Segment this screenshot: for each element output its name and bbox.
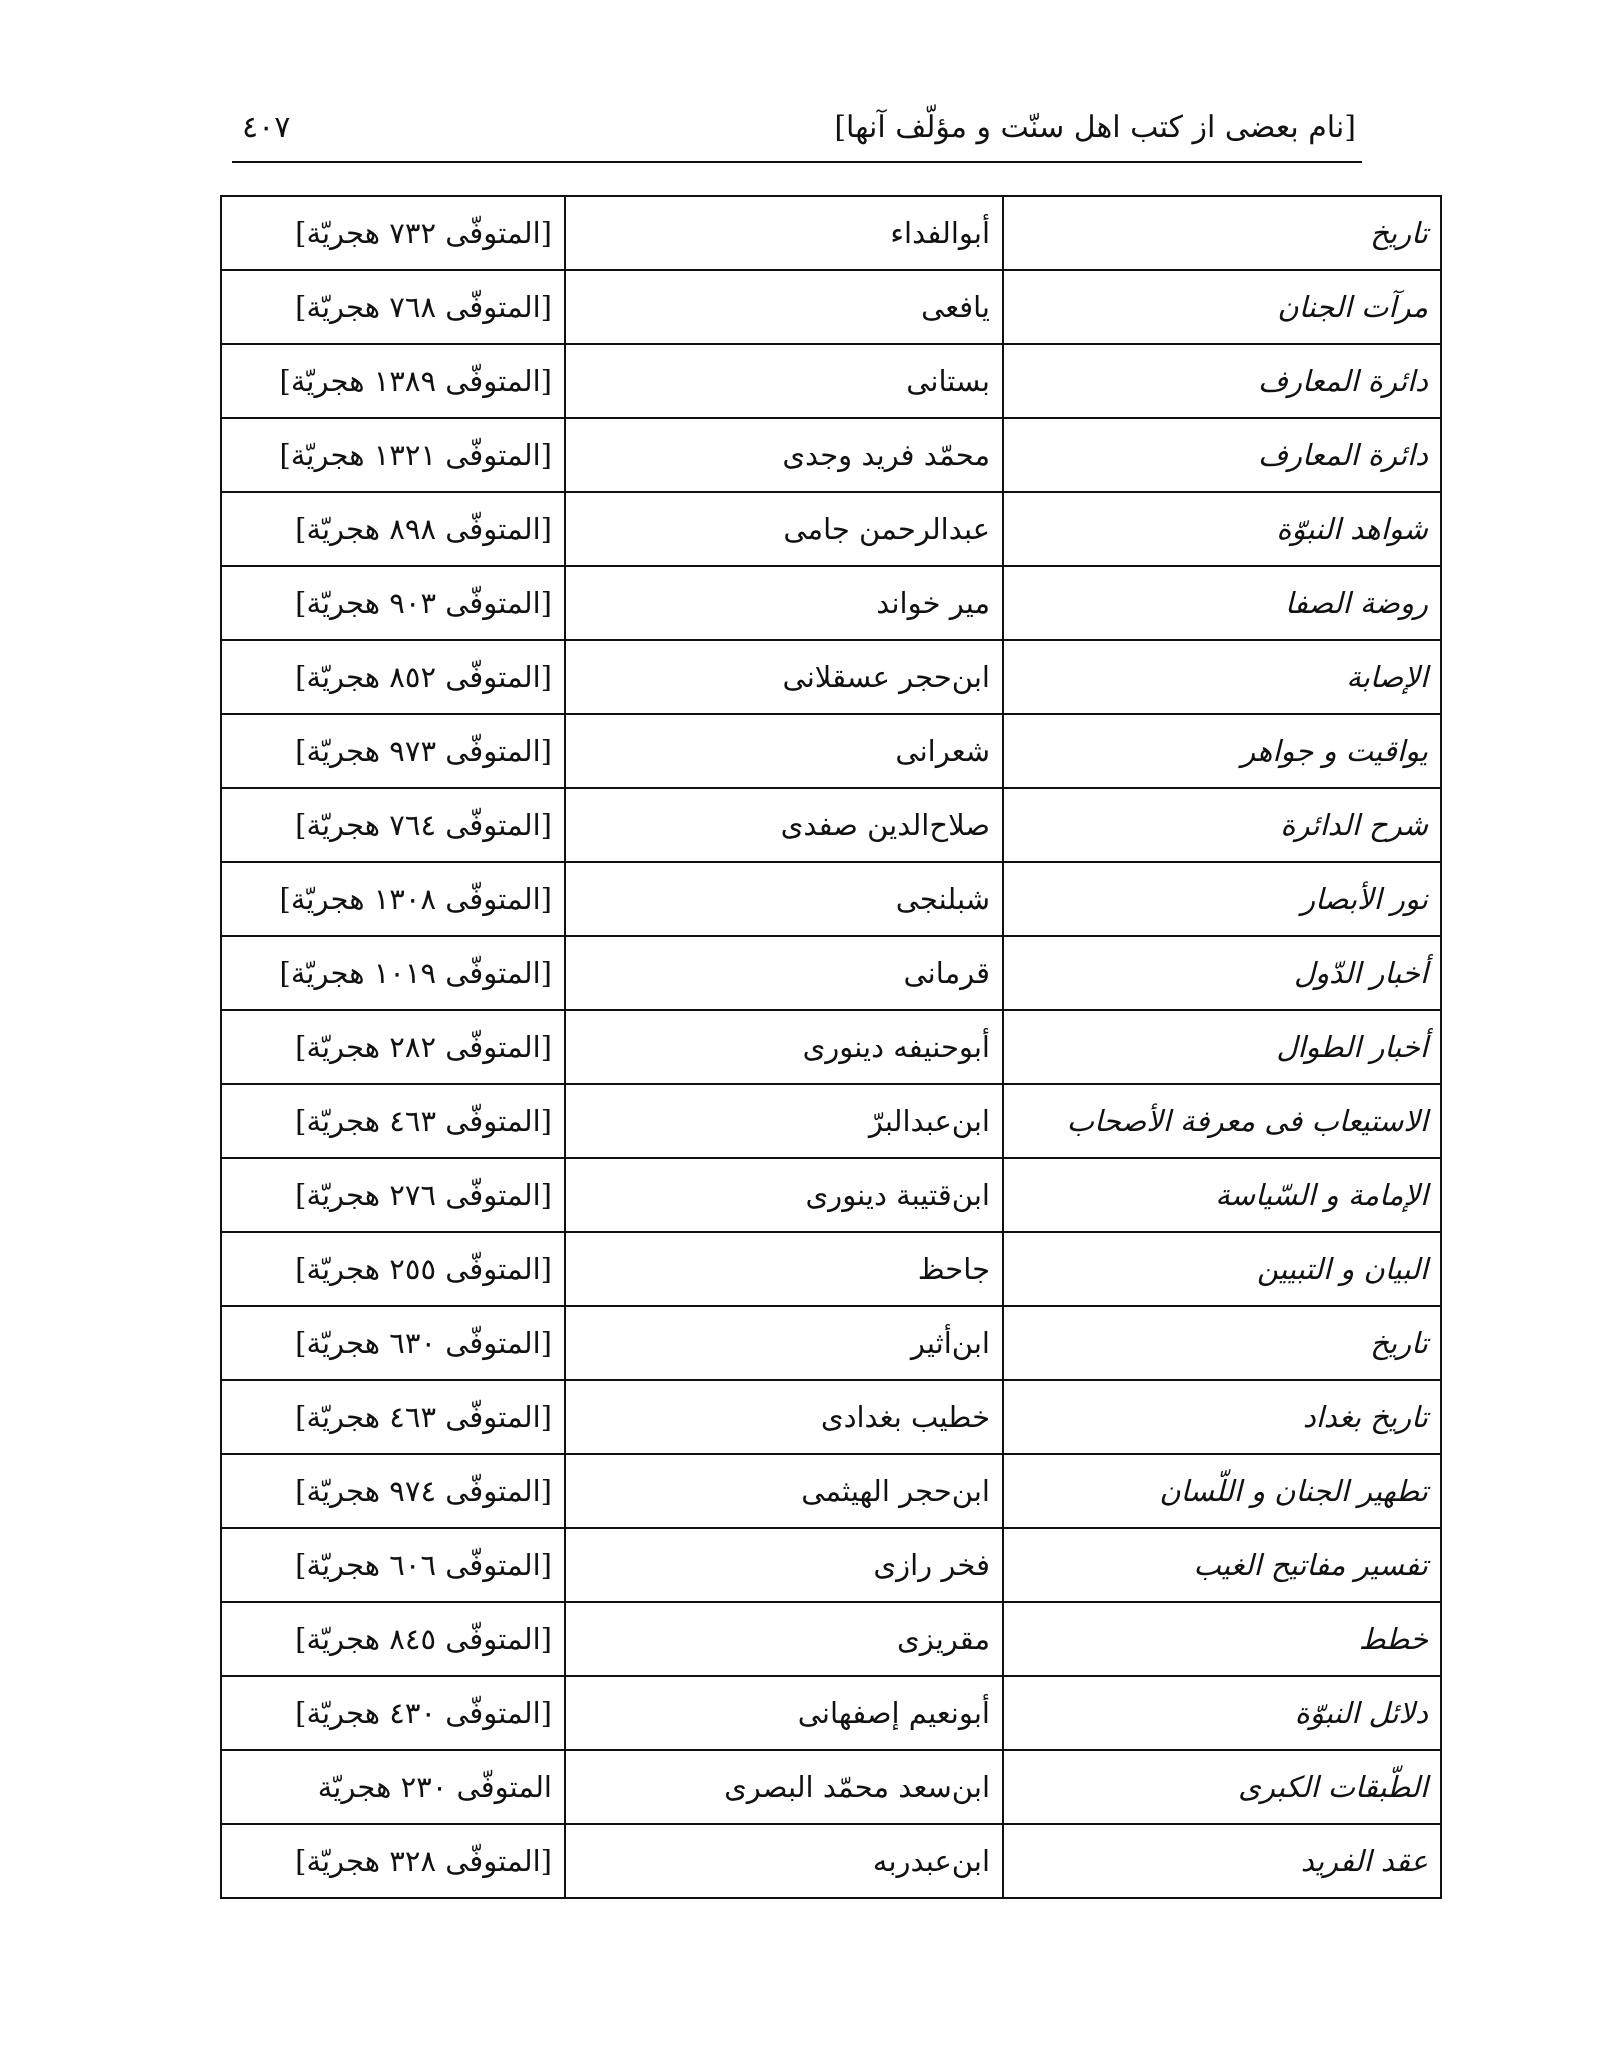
death-year-cell: [المتوفّى ٤٦٣ هجريّة]	[221, 1380, 565, 1454]
book-title-cell: أخبار الدّول	[1003, 936, 1441, 1010]
death-year-cell: [المتوفّى ٧٦٨ هجريّة]	[221, 270, 565, 344]
death-year-cell: [المتوفّى ٦٠٦ هجريّة]	[221, 1528, 565, 1602]
author-cell: عبدالرحمن جامى	[565, 492, 1003, 566]
book-title-cell: البيان و التبيين	[1003, 1232, 1441, 1306]
author-cell: ابن‌حجر عسقلانى	[565, 640, 1003, 714]
book-title-cell: تطهير الجنان و اللّسان	[1003, 1454, 1441, 1528]
table-row	[221, 1676, 1441, 1750]
author-cell: ابن‌سعد محمّد البصرى	[565, 1750, 1003, 1824]
table-row	[221, 418, 1441, 492]
book-title-cell: يواقيت و جواهر	[1003, 714, 1441, 788]
death-year-cell: [المتوفّى ٩٠٣ هجريّة]	[221, 566, 565, 640]
table-row	[221, 862, 1441, 936]
death-year-cell: المتوفّى ٢٣٠ هجريّة	[221, 1750, 565, 1824]
author-cell: ابن‌قتيبة دينورى	[565, 1158, 1003, 1232]
author-cell: مير خواند	[565, 566, 1003, 640]
author-cell: ابن‌عبدالبرّ	[565, 1084, 1003, 1158]
author-cell: أبوحنيفه دينورى	[565, 1010, 1003, 1084]
table-row	[221, 1158, 1441, 1232]
death-year-cell: [المتوفّى ٨٥٢ هجريّة]	[221, 640, 565, 714]
book-title-cell: تاريخ	[1003, 196, 1441, 270]
author-cell: أبوالفداء	[565, 196, 1003, 270]
death-year-cell: [المتوفّى ٢٨٢ هجريّة]	[221, 1010, 565, 1084]
death-year-cell: [المتوفّى ١٣٢١ هجريّة]	[221, 418, 565, 492]
table-row	[221, 1454, 1441, 1528]
book-title-cell: الاستيعاب فى معرفة الأصحاب	[1003, 1084, 1441, 1158]
table-row	[221, 1232, 1441, 1306]
table-row	[221, 270, 1441, 344]
author-cell: محمّد فريد وجدى	[565, 418, 1003, 492]
table-row	[221, 1380, 1441, 1454]
author-cell: شعرانى	[565, 714, 1003, 788]
table-row	[221, 1824, 1441, 1898]
book-title-cell: خطط	[1003, 1602, 1441, 1676]
author-cell: أبونعيم إصفهانى	[565, 1676, 1003, 1750]
book-title-cell: الإصابة	[1003, 640, 1441, 714]
table-row	[221, 1010, 1441, 1084]
death-year-cell: [المتوفّى ٧٣٢ هجريّة]	[221, 196, 565, 270]
death-year-cell: [المتوفّى ١٣٨٩ هجريّة]	[221, 344, 565, 418]
table-row	[221, 714, 1441, 788]
death-year-cell: [المتوفّى ٤٦٣ هجريّة]	[221, 1084, 565, 1158]
author-cell: جاحظ	[565, 1232, 1003, 1306]
author-cell: ابن‌عبد‌ربه	[565, 1824, 1003, 1898]
header-rule	[232, 161, 1362, 163]
table-row	[221, 640, 1441, 714]
book-title-cell: الإمامة و السّياسة	[1003, 1158, 1441, 1232]
death-year-cell: [المتوفّى ٤٣٠ هجريّة]	[221, 1676, 565, 1750]
table-row	[221, 936, 1441, 1010]
page-header	[232, 100, 1362, 160]
author-cell: فخر رازى	[565, 1528, 1003, 1602]
death-year-cell: [المتوفّى ٣٢٨ هجريّة]	[221, 1824, 565, 1898]
author-cell: مقريزى	[565, 1602, 1003, 1676]
book-title-cell: شواهد النبوّة	[1003, 492, 1441, 566]
book-title-cell: شرح الدائرة	[1003, 788, 1441, 862]
death-year-cell: [المتوفّى ٦٣٠ هجريّة]	[221, 1306, 565, 1380]
table-row	[221, 1528, 1441, 1602]
author-cell: خطيب بغدادى	[565, 1380, 1003, 1454]
book-title-cell: روضة الصفا	[1003, 566, 1441, 640]
book-table-body	[221, 196, 1441, 1898]
book-title-cell: دائرة المعارف	[1003, 418, 1441, 492]
table-row	[221, 196, 1441, 270]
book-title-cell: تاريخ	[1003, 1306, 1441, 1380]
author-cell: ابن‌حجر الهيثمى	[565, 1454, 1003, 1528]
author-cell: بستانى	[565, 344, 1003, 418]
book-title-cell: الطّبقات الكبرى	[1003, 1750, 1441, 1824]
table-row	[221, 1750, 1441, 1824]
table-row	[221, 1084, 1441, 1158]
author-cell: قرمانى	[565, 936, 1003, 1010]
table-row	[221, 1602, 1441, 1676]
table-row	[221, 1306, 1441, 1380]
book-title-cell: مرآت الجنان	[1003, 270, 1441, 344]
book-title-cell: تفسير مفاتيح الغيب	[1003, 1528, 1441, 1602]
table-row	[221, 788, 1441, 862]
book-title-cell: تاريخ بغداد	[1003, 1380, 1441, 1454]
book-table	[220, 195, 1442, 1899]
table-row	[221, 344, 1441, 418]
page-title: [نام بعضی از کتب اهل سنّت و مؤلّف آنها]	[834, 110, 1356, 145]
book-title-cell: عقد الفريد	[1003, 1824, 1441, 1898]
author-cell: شبلنجى	[565, 862, 1003, 936]
author-cell: ابن‌أثير	[565, 1306, 1003, 1380]
table-row	[221, 492, 1441, 566]
book-title-cell: نور الأبصار	[1003, 862, 1441, 936]
death-year-cell: [المتوفّى ٨٩٨ هجريّة]	[221, 492, 565, 566]
death-year-cell: [المتوفّى ٧٦٤ هجريّة]	[221, 788, 565, 862]
death-year-cell: [المتوفّى ٢٧٦ هجريّة]	[221, 1158, 565, 1232]
death-year-cell: [المتوفّى ٨٤٥ هجريّة]	[221, 1602, 565, 1676]
page-number: ٤٠٧	[242, 110, 291, 145]
death-year-cell: [المتوفّى ٢٥٥ هجريّة]	[221, 1232, 565, 1306]
death-year-cell: [المتوفّى ٩٧٤ هجريّة]	[221, 1454, 565, 1528]
book-title-cell: دائرة المعارف	[1003, 344, 1441, 418]
death-year-cell: [المتوفّى ٩٧٣ هجريّة]	[221, 714, 565, 788]
author-cell: يافعى	[565, 270, 1003, 344]
book-title-cell: دلائل النبوّة	[1003, 1676, 1441, 1750]
death-year-cell: [المتوفّى ١٠١٩ هجريّة]	[221, 936, 565, 1010]
death-year-cell: [المتوفّى ١٣٠٨ هجريّة]	[221, 862, 565, 936]
table-row	[221, 566, 1441, 640]
book-title-cell: أخبار الطوال	[1003, 1010, 1441, 1084]
author-cell: صلاح‌الدين صفدى	[565, 788, 1003, 862]
